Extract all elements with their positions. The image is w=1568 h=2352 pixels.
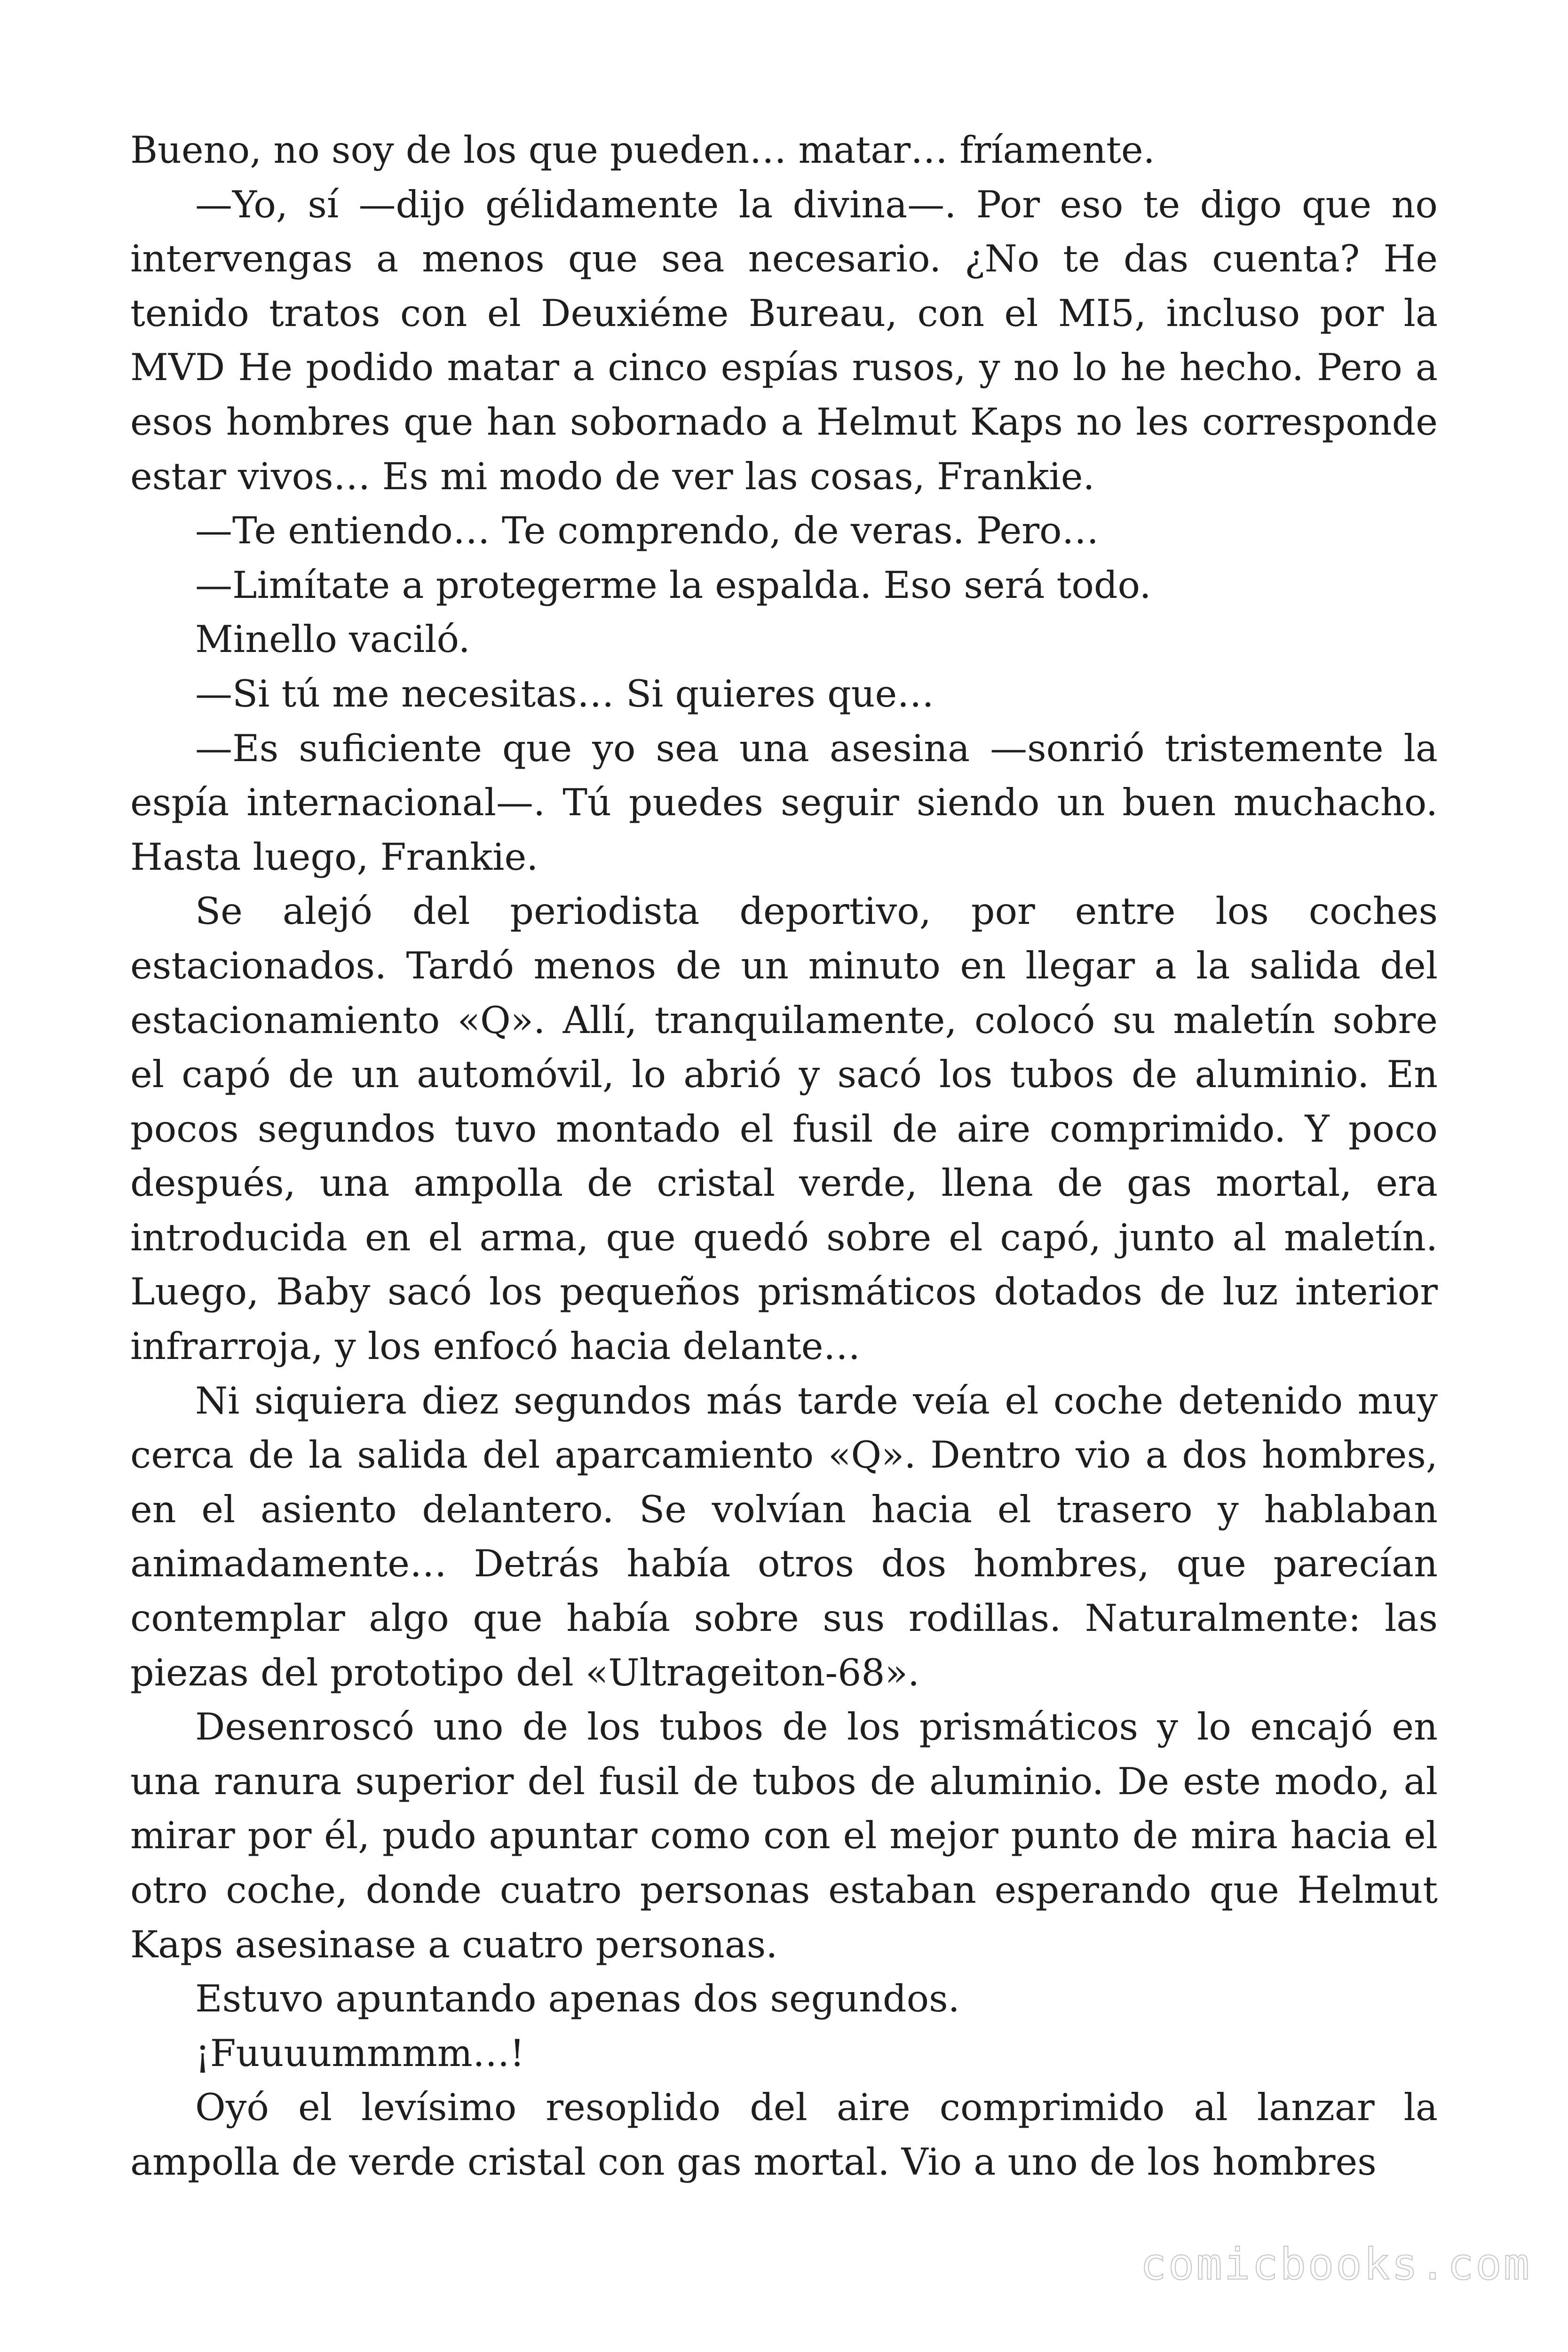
paragraph-minello-vacilo: Minello vaciló. <box>195 618 470 661</box>
paragraph-continuation: Bueno, no soy de los que pueden… matar… fríamente. <box>130 128 1155 172</box>
watermark-logo: comicbooks.com <box>1140 2239 1531 2289</box>
paragraph-sound-effect: ¡Fuuuummmm…! <box>195 2031 525 2075</box>
paragraph-narration-parking: Se alejó del periodista deportivo, por entre los coches estacionados. Tardó menos de un minuto en llegar a la salida del estacionamiento «Q». Allí, tranquilamente, colocó su maletín sobre el capó de un automóvil, lo abrió y sacó los tubos de aluminio. En pocos segundos tuvo montado el fusil de aire comprimido. Y poco después, una ampolla de cristal verde, llena de gas mortal, era introducida en el arma, que quedó sobre el capó, junto al maletín. Luego, Baby sacó los pequeños prismáticos dotados de luz interior infrarroja, y los enfocó hacia delante… <box>130 890 1438 1368</box>
paragraph-dialogue-baby-1: —Limítate a protegerme la espalda. Eso será todo. <box>195 563 1151 607</box>
paragraph-narration-car: Ni siquiera diez segundos más tarde veía el coche detenido muy cerca de la salida del aparcamiento «Q». Dentro vio a dos hombres, en el asiento delantero. Se volvían hacia el trasero y hablaban animadamente… Detrás había otros dos hombres, que parecían contemplar algo que había sobre sus rodillas. Naturalmente: las piezas del prototipo del «Ultrageiton-68». <box>130 1379 1438 1694</box>
paragraph-narration-aim: Desenroscó uno de los tubos de los prismáticos y lo encajó en una ranura superior del fusil de tubos de aluminio. De este modo, al mirar por él, pudo apuntar como con el mejor punto de mira hacia el otro coche, donde cuatro personas estaban esperando que Helmut Kaps asesinase a cuatro personas. <box>130 1705 1438 1966</box>
paragraph-dialogue-frankie-2: —Si tú me necesitas… Si quieres que… <box>195 672 934 715</box>
paragraph-dialogue-frankie-1: —Te entiendo… Te comprendo, de veras. Pero… <box>195 509 1099 553</box>
body-text <box>130 123 1438 2190</box>
paragraph-narration-shot: Oyó el levísimo resoplido del aire comprimido al lanzar la ampolla de verde cristal con gas mortal. Vio a uno de los hombres <box>130 2086 1438 2184</box>
paragraph-dialogue-divina: —Yo, sí —dijo gélidamente la divina—. Por eso te digo que no intervengas a menos que sea necesario. ¿No te das cuenta? He tenido tratos con el Deuxiéme Bureau, con el MI5, incluso por la MVD He podido matar a cinco espías rusos, y no lo he hecho. Pero a esos hombres que han sobornado a Helmut Kaps no les corresponde estar vivos… Es mi modo de ver las cosas, Frankie. <box>130 183 1438 498</box>
paragraph-dialogue-baby-2: —Es suficiente que yo sea una asesina —sonrió tristemente la espía internacional—. Tú puedes seguir siendo un buen muchacho. Hasta luego, Frankie. <box>130 726 1438 879</box>
paragraph-narration-seconds: Estuvo apuntando apenas dos segundos. <box>195 1977 960 2021</box>
